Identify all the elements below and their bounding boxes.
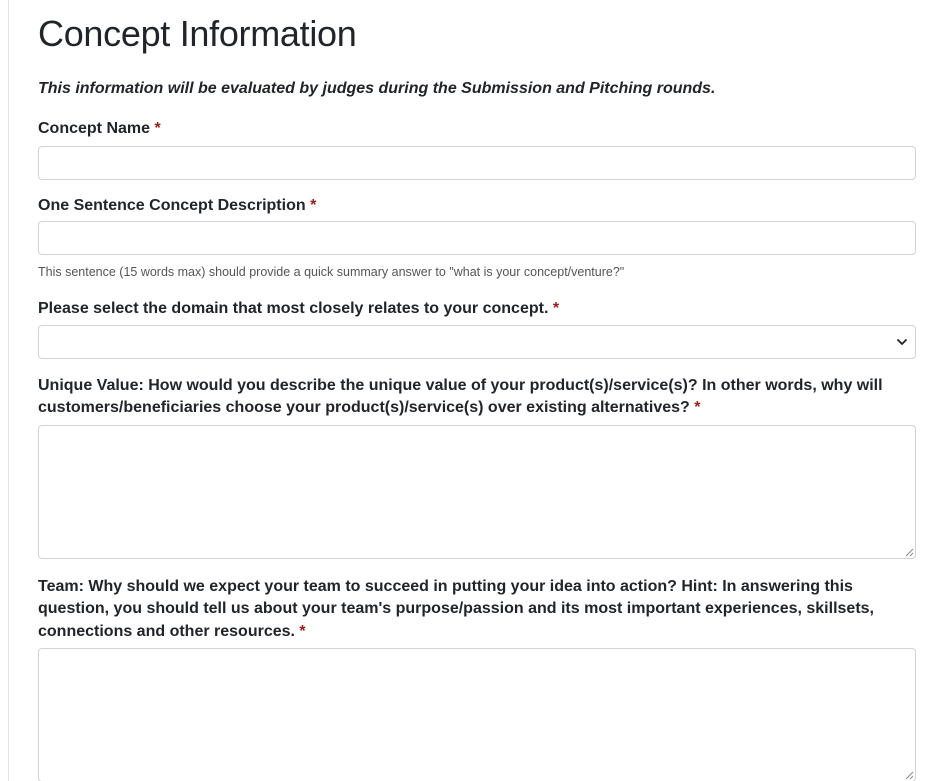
unique-value-textarea[interactable] xyxy=(38,425,916,559)
concept-form xyxy=(38,0,916,781)
resize-grip-icon[interactable] xyxy=(904,770,914,780)
page-subtitle: This information will be evaluated by judges during the Submission and Pitching rounds. xyxy=(38,80,716,97)
concept-name-label-text: Concept Name xyxy=(38,120,151,137)
unique-value-group xyxy=(38,375,916,559)
team-group xyxy=(38,576,916,781)
one-sentence-help: This sentence (15 words max) should provide a quick summary answer to "what is your concept/venture?" xyxy=(38,265,625,279)
concept-name-group xyxy=(38,118,916,180)
one-sentence-label xyxy=(38,195,916,218)
required-marker: * xyxy=(310,196,317,214)
required-marker: * xyxy=(552,300,560,317)
required-marker: * xyxy=(299,622,306,640)
unique-value-label xyxy=(38,375,916,420)
concept-name-input[interactable] xyxy=(38,146,916,180)
page-title: Concept Information xyxy=(38,13,357,54)
one-sentence-input[interactable] xyxy=(38,221,916,255)
one-sentence-label-text: One Sentence Concept Description xyxy=(38,196,306,214)
required-marker: * xyxy=(694,399,701,416)
domain-label-text: Please select the domain that most closely relates to your concept. xyxy=(38,300,549,317)
resize-grip-icon[interactable] xyxy=(904,547,914,557)
team-label-text: Team: Why should we expect your team to succeed in putting your idea into action? Hint: In answering this question, you should tell us about your team's purpose/passion and its most important experiences, skillsets, connections and other resources. xyxy=(38,577,874,640)
chevron-down-icon xyxy=(896,335,908,349)
domain-select[interactable] xyxy=(38,325,916,359)
domain-group xyxy=(38,298,916,359)
unique-value-label-text: Unique Value: How would you describe the unique value of your product(s)/service(s)? In other words, why will customers/beneficiaries choose your product(s)/service(s) over existing alternatives? xyxy=(38,376,883,416)
team-textarea[interactable] xyxy=(38,648,916,781)
required-marker: * xyxy=(154,120,161,137)
one-sentence-group xyxy=(38,195,916,281)
team-label xyxy=(38,576,916,644)
concept-name-label xyxy=(38,118,916,141)
page-left-border xyxy=(8,0,9,781)
domain-label xyxy=(38,298,916,321)
